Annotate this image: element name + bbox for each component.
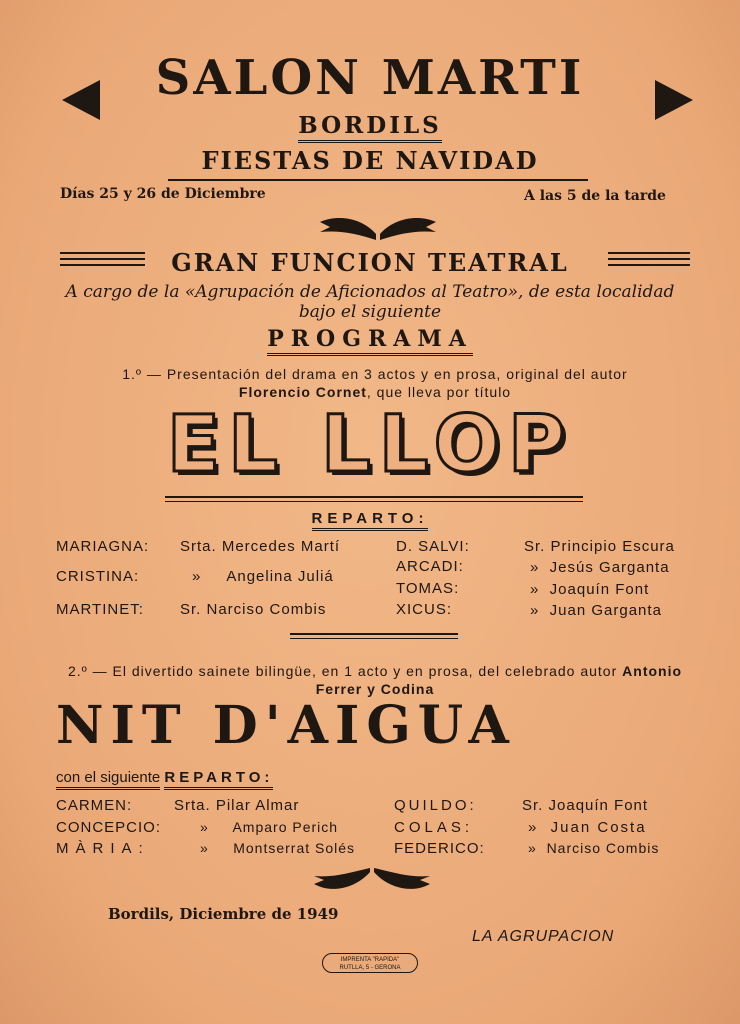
cast-role: TOMAS:	[396, 580, 460, 597]
cast-role: XICUS:	[396, 601, 453, 618]
play1-cast-label: REPARTO:	[0, 510, 740, 527]
cast-role: MARTINET:	[56, 601, 144, 618]
event-name: FIESTAS DE NAVIDAD	[201, 146, 539, 175]
play2-intro: 2.º — El divertido sainete bilingüe, en 1 acto y en prosa, del celebrado autor Antonio Ferrer y Codina	[67, 663, 683, 697]
divider	[290, 633, 458, 639]
cast-role: MARIAGNA:	[56, 538, 150, 555]
cast-actor: » Montserrat Solés	[200, 840, 356, 856]
signature: LA AGRUPACION	[472, 928, 615, 945]
play2-title: NIT D'AIGUA	[56, 695, 516, 756]
event-dates: Días 25 y 26 de Diciembre	[60, 186, 266, 202]
cast-actor: Sr. Joaquín Font	[522, 797, 649, 814]
cast-role: D. SALVI:	[396, 538, 470, 555]
play1-title: EL LLOP	[166, 400, 574, 490]
cast-actor: » Narciso Combis	[528, 840, 660, 856]
venue-title: SALON MARTI	[155, 50, 585, 106]
cast-role: QUILDO:	[394, 797, 477, 814]
program-label: PROGRAMA	[0, 326, 740, 352]
cast-actor: Srta. Pilar Almar	[174, 797, 300, 814]
cast-role: MÀRIA:	[56, 840, 150, 857]
printer-name: IMPRENTA "RAPIDA"	[340, 957, 400, 963]
play1-intro: 1.º — Presentación del drama en 3 actos y en prosa, original del autor Florencio Cornet, que lleva por título	[122, 366, 628, 400]
cast-role: CARMEN:	[56, 797, 133, 814]
cast-actor: Sr. Narciso Combis	[180, 601, 327, 618]
cast-actor: » Juan Garganta	[530, 602, 662, 619]
cast-actor: » Amparo Perich	[200, 819, 339, 835]
wings-ornament-icon	[318, 210, 438, 242]
town-name: BORDILS	[0, 112, 740, 139]
printer-stamp	[322, 953, 418, 973]
printer-address: RUTLLA, 5 - GERONA	[339, 965, 401, 971]
divider	[165, 496, 583, 502]
cast-actor: » Juan Costa	[528, 819, 647, 836]
play2-cast-heading: con el siguiente REPARTO:	[56, 769, 273, 786]
cast-actor: » Angelina Juliá	[192, 568, 334, 585]
cast-role: ARCADI:	[396, 558, 464, 575]
cast-actor: » Joaquín Font	[530, 581, 650, 598]
cast-actor: » Jesús Garganta	[530, 559, 670, 576]
divider	[168, 179, 588, 181]
cast-role: COLAS:	[394, 819, 474, 836]
event-time: A las 5 de la tarde	[524, 188, 666, 204]
intro-description: A cargo de la «Agrupación de Aficionados al Teatro», de esta localidad bajo el siguiente	[65, 282, 675, 322]
cast-actor: Srta. Mercedes Martí	[180, 538, 341, 555]
cast-actor: Sr. Principio Escura	[524, 538, 675, 555]
place-date: Bordils, Diciembre de 1949	[108, 905, 339, 923]
wings-ornament-icon	[312, 862, 432, 896]
cast-role: CRISTINA:	[56, 568, 140, 585]
section-heading: GRAN FUNCION TEATRAL	[171, 248, 569, 277]
cast-role: CONCEPCIO:	[56, 819, 162, 836]
cast-role: FEDERICO:	[394, 840, 485, 857]
